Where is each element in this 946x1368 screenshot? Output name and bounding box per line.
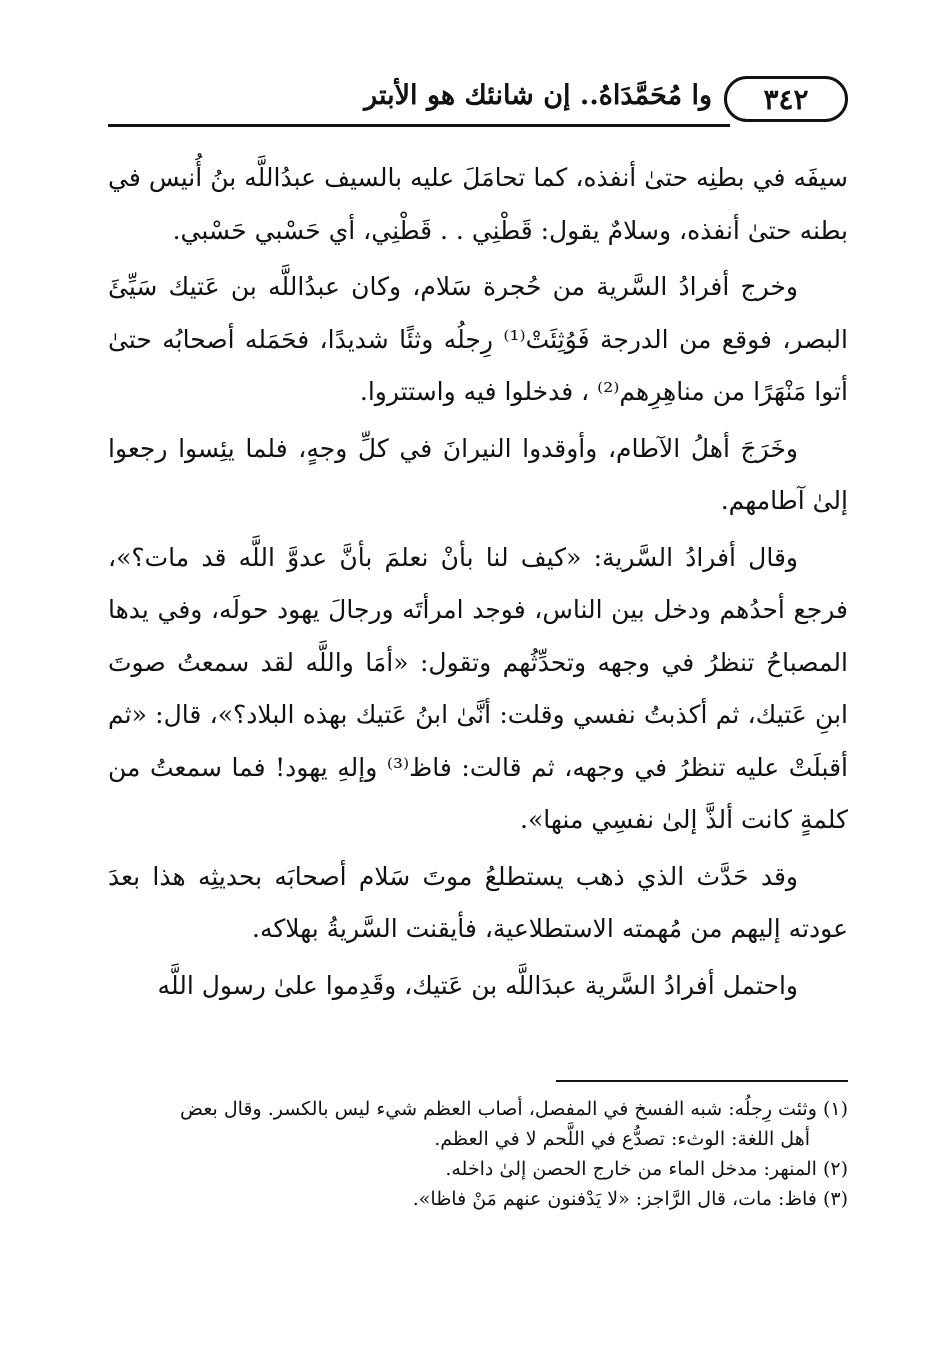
footnote-label: (١) bbox=[822, 1098, 848, 1120]
paragraph-continuation: سيفَه في بطنِه حتىٰ أنفذه، كما تحامَلَ عليه بالسيف عبدُاللَّه بنُ أُنيس في بطنه حتىٰ أنفذه، وسلامٌ يقول: قَطْنِي . . قَطْنِي، أي حَسْبي حَسْبي. bbox=[108, 163, 848, 245]
footnote-1 bbox=[108, 1094, 848, 1124]
footnote-text: وثئت رِجلُه: شبه الفسخ في المفصل، أصاب العظم شيء ليس بالكسر. وقال بعض bbox=[180, 1098, 817, 1120]
paragraph: وقد حَدَّث الذي ذهب يستطلعُ موتَ سَلام أصحابَه بحديثِه هذا بعدَ عودته إليهم من مُهمته الاستطلاعية، فأيقنت السَّريةُ بهلاكه. bbox=[108, 861, 848, 943]
footnote-text: المنهر: مدخل الماء من خارج الحصن إلىٰ داخله. bbox=[445, 1158, 817, 1180]
footnote-2 bbox=[108, 1154, 848, 1184]
page-number: ٣٤٢ bbox=[763, 82, 809, 116]
paragraph: وقال أفرادُ السَّرية: «كيف لنا بأنْ نعلمَ بأنَّ عدوَّ اللَّه قد مات؟»، فرجع أحدُهم ودخل بين الناس، فوجد امرأتَه ورجالَ يهود حولَه، وفي يدها المصباحُ تنظرُ في وجهه وتحدِّثُهم وتقول: «أمَا واللَّه لقد سمعتُ صوتَ ابنِ عَتيك، ثم أكذبتُ نفسي وقلت: أنَّىٰ ابنُ عَتيك بهذه البلاد؟»، قال: «ثم أقبلَتْ عليه تنظرُ في وجهه، ثم قالت: فاظ⁽³⁾ وإلهِ يهود! فما سمعتُ من كلمةٍ كانت ألذَّ إلىٰ نفسِي منها». bbox=[108, 542, 848, 834]
running-title: وا مُحَمَّدَاهُ.. إن شانئك هو الأبتر bbox=[364, 80, 712, 111]
paragraph: وخرج أفرادُ السَّرية من حُجرة سَلام، وكان عبدُاللَّه بن عَتيك سَيِّئَ البصر، فوقع من الدرجة فَوُثِئَتْ⁽¹⁾ رِجلُه وثئًا شديدًا، فحَمَله أصحابُه حتىٰ أتوا مَنْهَرًا من مناهِرِهم⁽²⁾ ، فدخلوا فيه واستتروا. bbox=[108, 272, 848, 406]
main-text bbox=[108, 152, 848, 1016]
footnote-1-continued: أهل اللغة: الوثء: تصدُّع في اللَّحم لا في العظم. bbox=[434, 1128, 810, 1150]
footnote-divider bbox=[556, 1080, 848, 1082]
footnote-label: (٣) bbox=[822, 1188, 848, 1210]
header-divider bbox=[108, 124, 730, 127]
footnote-3 bbox=[108, 1184, 848, 1214]
footnote-text: فاظ: مات، قال الرَّاجز: «لا يَدْفنون عنهم مَنْ فاظا». bbox=[412, 1188, 817, 1210]
paragraph: وخَرَجَ أهلُ الآطام، وأوقدوا النيرانَ في كلِّ وجهٍ، فلما يئِسوا رجعوا إلىٰ آطامهم. bbox=[108, 433, 848, 515]
running-header bbox=[108, 70, 848, 130]
paragraph: واحتمل أفرادُ السَّرية عبدَاللَّه بن عَتيك، وقَدِموا علىٰ رسول اللَّه bbox=[157, 970, 798, 1000]
footnote-label: (٢) bbox=[822, 1158, 848, 1180]
page-number-badge bbox=[724, 76, 848, 122]
